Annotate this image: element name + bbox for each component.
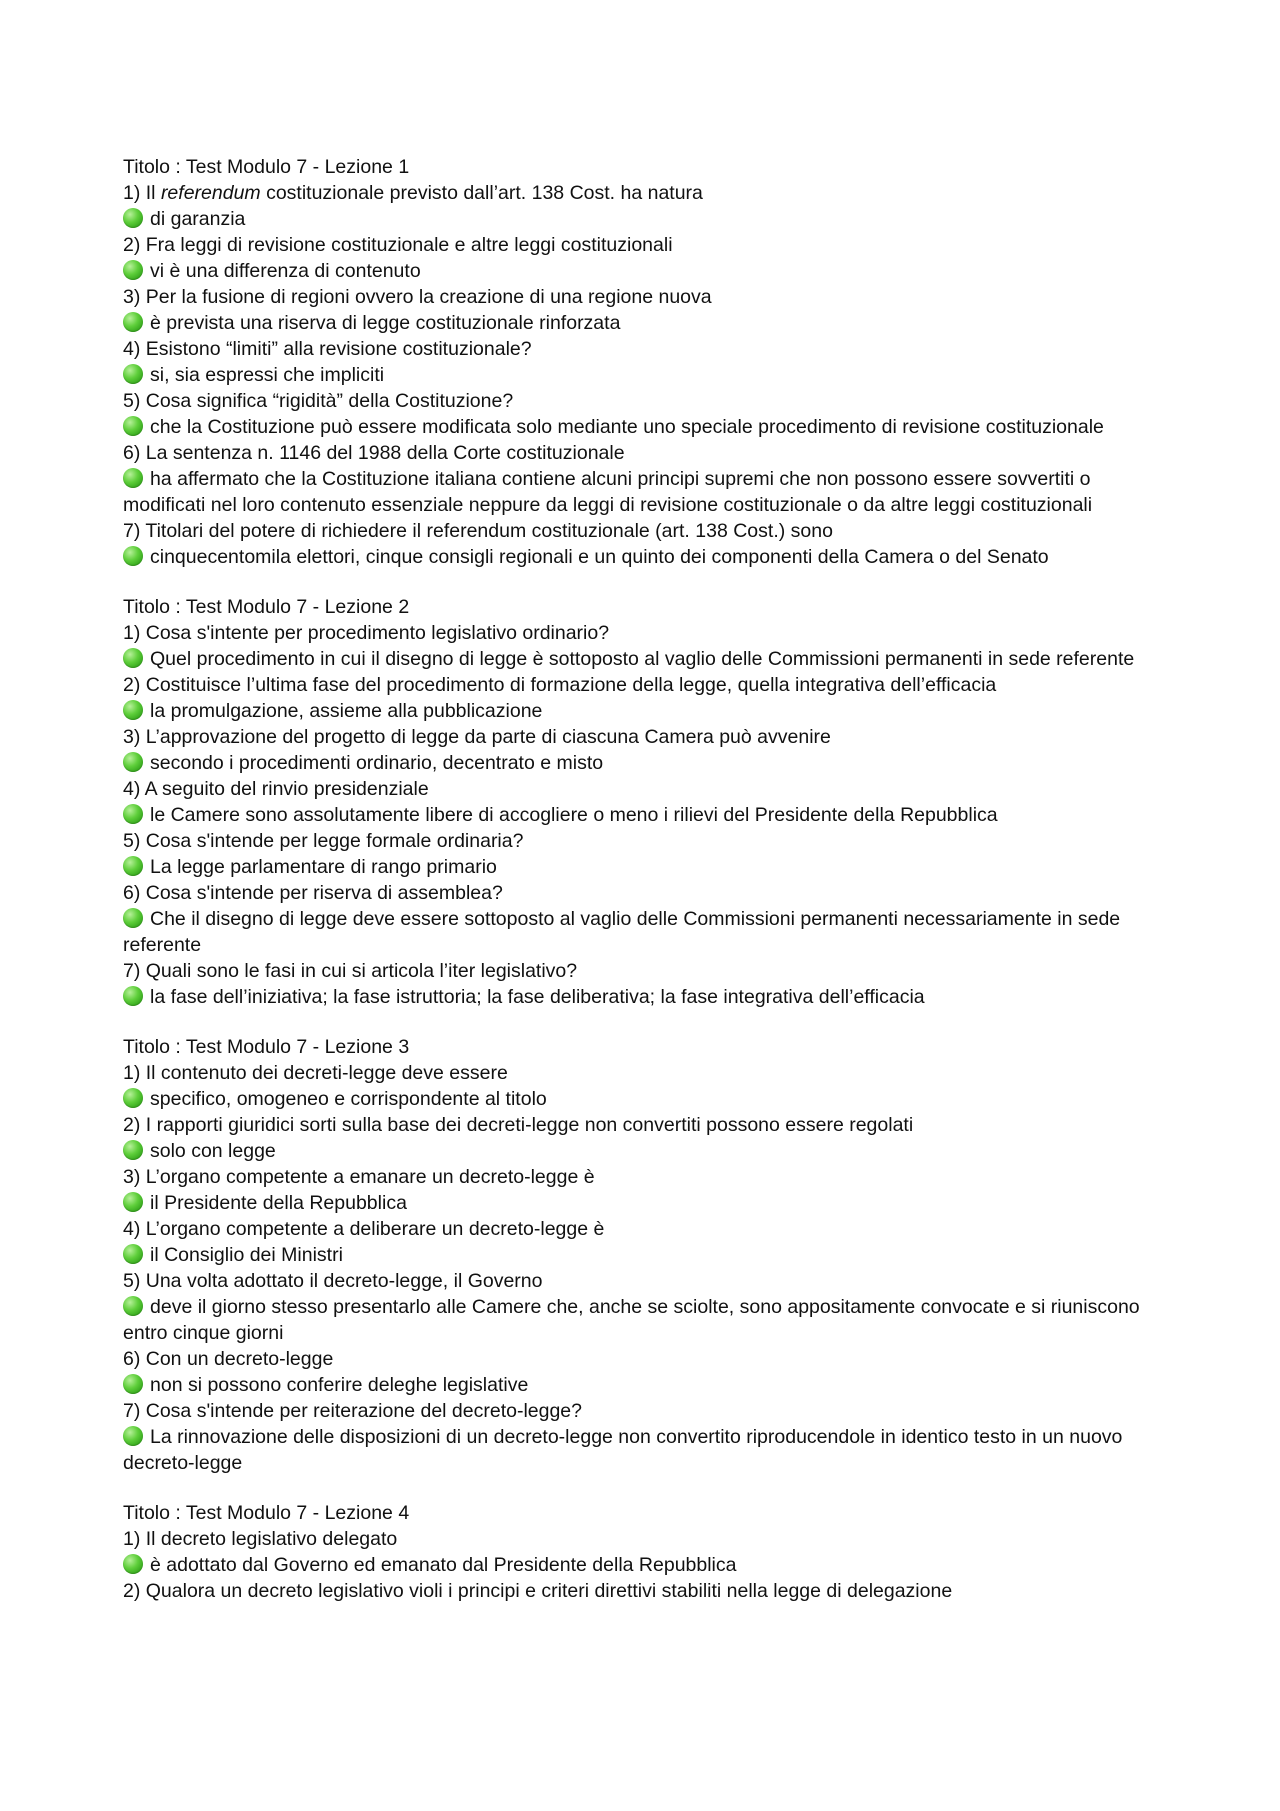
question: 5) Cosa s'intende per legge formale ordinaria? — [123, 830, 524, 852]
question: 2) Fra leggi di revisione costituzionale e altre leggi costituzionali — [123, 234, 673, 256]
green-circle-icon — [123, 1374, 143, 1394]
document-page — [123, 154, 1168, 1628]
green-circle-icon — [123, 260, 143, 280]
answer-text: le Camere sono assolutamente libere di accogliere o meno i rilievi del Presidente della Repubblica — [150, 804, 998, 826]
question: 2) Costituisce l’ultima fase del procedimento di formazione della legge, quella integrativa dell’efficacia — [123, 674, 997, 696]
question: 1) Il decreto legislativo delegato — [123, 1528, 398, 1550]
question: 7) Quali sono le fasi in cui si articola l’iter legislativo? — [123, 960, 578, 982]
green-circle-icon — [123, 1296, 143, 1316]
question: 4) Esistono “limiti” alla revisione costituzionale? — [123, 338, 532, 360]
green-circle-icon — [123, 546, 143, 566]
answer-text: la fase dell’iniziativa; la fase istruttoria; la fase deliberativa; la fase integrativa dell’efficacia — [150, 986, 925, 1008]
question-prefix: 1) Il — [123, 182, 161, 204]
answer-text: deve il giorno stesso presentarlo alle Camere che, anche se sciolte, sono appositamente convocate e si riuniscono entro cinque giorni — [123, 1296, 1140, 1344]
question: 5) Cosa significa “rigidità” della Costituzione? — [123, 390, 514, 412]
green-circle-icon — [123, 364, 143, 384]
answer — [123, 310, 1168, 336]
green-circle-icon — [123, 1244, 143, 1264]
answer — [123, 1552, 1168, 1578]
question — [123, 180, 1168, 206]
green-circle-icon — [123, 416, 143, 436]
answer — [123, 984, 1168, 1010]
answer — [123, 750, 1168, 776]
question: 2) Qualora un decreto legislativo violi i principi e criteri direttivi stabiliti nella legge di delegazione — [123, 1580, 953, 1602]
section-lezione-4 — [123, 1500, 1168, 1604]
green-circle-icon — [123, 804, 143, 824]
answer — [123, 1372, 1168, 1398]
answer-text: che la Costituzione può essere modificata solo mediante uno speciale procedimento di revisione costituzionale — [150, 416, 1104, 438]
answer-text: specifico, omogeneo e corrispondente al titolo — [150, 1088, 547, 1110]
question-suffix: costituzionale previsto dall’art. 138 Cost. ha natura — [260, 182, 703, 204]
answer — [123, 1086, 1168, 1112]
answer-text: non si possono conferire deleghe legislative — [150, 1374, 529, 1396]
answer-text: Quel procedimento in cui il disegno di legge è sottoposto al vaglio delle Commissioni permanenti in sede referente — [150, 648, 1135, 670]
section-title: Titolo : Test Modulo 7 - Lezione 1 — [123, 156, 410, 178]
question: 1) Il contenuto dei decreti-legge deve essere — [123, 1062, 508, 1084]
answer-text: La legge parlamentare di rango primario — [150, 856, 497, 878]
answer — [123, 698, 1168, 724]
green-circle-icon — [123, 1554, 143, 1574]
question: 3) L’approvazione del progetto di legge da parte di ciascuna Camera può avvenire — [123, 726, 831, 748]
section-title: Titolo : Test Modulo 7 - Lezione 2 — [123, 596, 410, 618]
answer-text: Che il disegno di legge deve essere sottoposto al vaglio delle Commissioni permanenti necessariamente in sede referente — [123, 908, 1121, 956]
question: 5) Una volta adottato il decreto-legge, il Governo — [123, 1270, 543, 1292]
answer — [123, 1190, 1168, 1216]
green-circle-icon — [123, 208, 143, 228]
green-circle-icon — [123, 468, 143, 488]
question: 2) I rapporti giuridici sorti sulla base dei decreti-legge non convertiti possono essere regolati — [123, 1114, 914, 1136]
section-lezione-1 — [123, 154, 1168, 570]
answer — [123, 414, 1168, 440]
answer — [123, 466, 1168, 518]
green-circle-icon — [123, 1426, 143, 1446]
answer-text: secondo i procedimenti ordinario, decentrato e misto — [150, 752, 604, 774]
answer-text: si, sia espressi che impliciti — [150, 364, 385, 386]
green-circle-icon — [123, 752, 143, 772]
question: 6) La sentenza n. 1146 del 1988 della Corte costituzionale — [123, 442, 625, 464]
answer — [123, 1242, 1168, 1268]
green-circle-icon — [123, 648, 143, 668]
answer — [123, 1138, 1168, 1164]
question: 3) Per la fusione di regioni ovvero la creazione di una regione nuova — [123, 286, 712, 308]
answer — [123, 1424, 1168, 1476]
green-circle-icon — [123, 986, 143, 1006]
green-circle-icon — [123, 700, 143, 720]
answer-text: è adottato dal Governo ed emanato dal Presidente della Repubblica — [150, 1554, 737, 1576]
question: 4) A seguito del rinvio presidenziale — [123, 778, 429, 800]
answer-text: cinquecentomila elettori, cinque consigli regionali e un quinto dei componenti della Camera o del Senato — [150, 546, 1049, 568]
answer-text: solo con legge — [150, 1140, 276, 1162]
answer — [123, 854, 1168, 880]
answer — [123, 646, 1168, 672]
answer — [123, 802, 1168, 828]
answer-text: il Presidente della Repubblica — [150, 1192, 407, 1214]
question: 4) L’organo competente a deliberare un decreto-legge è — [123, 1218, 605, 1240]
question-emphasis: referendum — [160, 182, 261, 204]
question: 6) Con un decreto-legge — [123, 1348, 334, 1370]
question: 3) L’organo competente a emanare un decreto-legge è — [123, 1166, 595, 1188]
section-title: Titolo : Test Modulo 7 - Lezione 3 — [123, 1036, 410, 1058]
green-circle-icon — [123, 1140, 143, 1160]
answer-text: è prevista una riserva di legge costituzionale rinforzata — [150, 312, 621, 334]
green-circle-icon — [123, 856, 143, 876]
answer-text: di garanzia — [150, 208, 246, 230]
question: 7) Cosa s'intende per reiterazione del decreto-legge? — [123, 1400, 583, 1422]
answer — [123, 206, 1168, 232]
green-circle-icon — [123, 908, 143, 928]
answer-text: il Consiglio dei Ministri — [150, 1244, 343, 1266]
answer-text: la promulgazione, assieme alla pubblicazione — [150, 700, 543, 722]
section-title: Titolo : Test Modulo 7 - Lezione 4 — [123, 1502, 410, 1524]
answer-text: vi è una differenza di contenuto — [150, 260, 421, 282]
green-circle-icon — [123, 1192, 143, 1212]
question: 7) Titolari del potere di richiedere il referendum costituzionale (art. 138 Cost.) sono — [123, 520, 833, 542]
answer — [123, 544, 1168, 570]
answer-text: ha affermato che la Costituzione italiana contiene alcuni principi supremi che non possono essere sovvertiti o modificati nel loro contenuto essenziale neppure da leggi di revisione costituzionale o da altre leggi costituzionali — [123, 468, 1093, 516]
answer — [123, 1294, 1168, 1346]
answer — [123, 906, 1168, 958]
green-circle-icon — [123, 312, 143, 332]
section-lezione-3 — [123, 1034, 1168, 1476]
question: 1) Cosa s'intente per procedimento legislativo ordinario? — [123, 622, 610, 644]
question: 6) Cosa s'intende per riserva di assemblea? — [123, 882, 503, 904]
section-lezione-2 — [123, 594, 1168, 1010]
answer-text: La rinnovazione delle disposizioni di un decreto-legge non convertito riproducendole in identico testo in un nuovo decreto-legge — [123, 1426, 1123, 1474]
answer — [123, 362, 1168, 388]
green-circle-icon — [123, 1088, 143, 1108]
answer — [123, 258, 1168, 284]
